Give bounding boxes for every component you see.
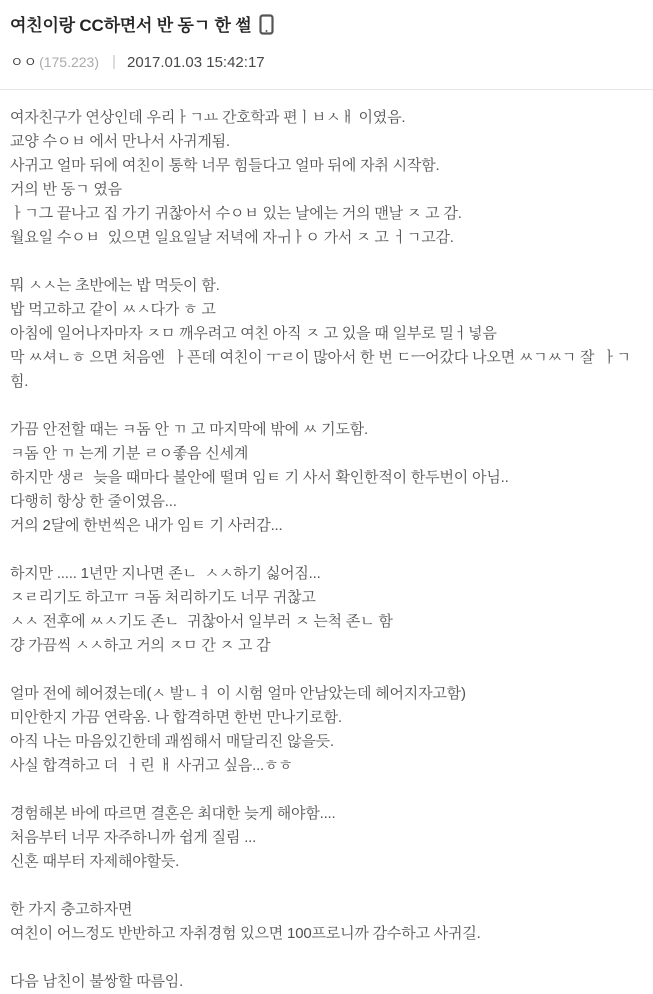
- post-body: [10, 106, 643, 994]
- body-line: 월요일 수ㅇㅂ 있으면 일요일날 저녁에 자ㅟㅏㅇ 가서 ㅈ 고 ㅓㄱ고감.: [10, 229, 454, 246]
- body-line: 다행히 항상 한 줄이였음...: [10, 493, 177, 510]
- body-line: 처음부터 너무 자주하니까 쉽게 질림 ...: [10, 829, 257, 846]
- body-line: 밥 먹고하고 같이 ㅆㅅ다가 ㅎ 고: [10, 301, 216, 318]
- body-line-blank: [10, 874, 643, 898]
- body-line: 막 ㅆ셔ㄴㅎ 으면 처음엔 ㅏ픈데 여친이 ㅜㄹ이 많아서 한 번 ㄷㅡ어갔다 나오면 ㅆㄱㅆㄱ 잘 ㅏㄱ힘.: [10, 349, 631, 390]
- meta-divider: [113, 55, 115, 69]
- body-line: 사귀고 얼마 뒤에 여친이 통학 너무 힘들다고 얼마 뒤에 자취 시작함.: [10, 157, 440, 174]
- body-line: ㅈㄹ리기도 하고ㅠ ㅋ돔 처리하기도 너무 귀찮고: [10, 589, 316, 606]
- body-line: 한 가지 충고하자면: [10, 901, 133, 918]
- body-line: ㅋ돔 안 ㄲ 는게 기분 ㄹㅇ좋음 신세계: [10, 445, 249, 462]
- body-line: 경험해본 바에 따르면 결혼은 최대한 늦게 해야함....: [10, 805, 336, 822]
- body-line-blank: [10, 658, 643, 682]
- body-line: 여자친구가 연상인데 우리ㅏㄱㅛ 간호학과 편ㅣㅂㅅㅐ 이였음.: [10, 109, 406, 126]
- body-line: 가끔 안전할 때는 ㅋ돔 안 ㄲ 고 마지막에 밖에 ㅆ 기도함.: [10, 421, 369, 438]
- post-title: [10, 9, 643, 36]
- body-line: 여친이 어느정도 반반하고 자취경험 있으면 100프로니까 감수하고 사귀길.: [10, 925, 481, 942]
- post-meta: [10, 52, 643, 72]
- body-line: 뭐 ㅅㅅ는 초반에는 밥 먹듯이 함.: [10, 277, 220, 294]
- body-line: 거의 2달에 한번씩은 내가 임ㅌ 기 사러감...: [10, 517, 283, 534]
- body-line: 걍 가끔씩 ㅅㅅ하고 거의 ㅈㅁ 간 ㅈ 고 감: [10, 637, 271, 654]
- body-line-blank: [10, 946, 643, 970]
- body-line: 다음 남친이 불쌍할 따름임.: [10, 973, 184, 990]
- author-ip: (175.223): [39, 54, 99, 70]
- body-line: 아침에 일어나자마자 ㅈㅁ 깨우려고 여친 아직 ㅈ 고 있을 때 일부로 밀ㅓ넣음: [10, 325, 497, 342]
- post-title-text: 여친이랑 CC하면서 반 동ㄱ 한 썰: [10, 16, 252, 35]
- body-line-blank: [10, 538, 643, 562]
- body-line: 신혼 때부터 자제해야할듯.: [10, 853, 180, 870]
- body-line-blank: [10, 778, 643, 802]
- body-line: ㅅㅅ 전후에 ㅆㅅ기도 존ㄴ 귀찮아서 일부러 ㅈ 는척 존ㄴ 함: [10, 613, 393, 630]
- body-line-blank: [10, 250, 643, 274]
- post-date: 2017.01.03 15:42:17: [127, 53, 265, 71]
- body-line: 하지만 ..... 1년만 지나면 존ㄴ ㅅㅅ하기 싫어짐...: [10, 565, 321, 582]
- body-line: 미안한지 가끔 연락옴. 나 합격하면 한번 만나기로함.: [10, 709, 342, 726]
- body-line: 사실 합격하고 더 ㅓ린 ㅐ 사귀고 싶음...ㅎㅎ: [10, 757, 293, 774]
- body-line: ㅏㄱ그 끝나고 집 가기 귀찮아서 수ㅇㅂ 있는 날에는 거의 맨날 ㅈ 고 감.: [10, 205, 462, 222]
- body-line: 아직 나는 마음있긴한데 괘씸해서 매달리진 않을듯.: [10, 733, 334, 750]
- author-name[interactable]: ㅇㅇ: [10, 54, 38, 70]
- body-line: 하지만 생ㄹ 늦을 때마다 불안에 떨며 임ㅌ 기 사서 확인한적이 한두번이 아님..: [10, 469, 509, 486]
- header-divider: [0, 89, 653, 90]
- body-line: 얼마 전에 헤어졌는데(ㅅ 발ㄴㅕ 이 시험 얼마 안남았는데 헤어지자고함): [10, 685, 466, 702]
- body-line: 교양 수ㅇㅂ 에서 만나서 사귀게됨.: [10, 133, 230, 150]
- body-line-blank: [10, 394, 643, 418]
- mobile-phone-icon: [259, 14, 274, 35]
- body-line: 거의 반 동ㄱ 였음: [10, 181, 122, 198]
